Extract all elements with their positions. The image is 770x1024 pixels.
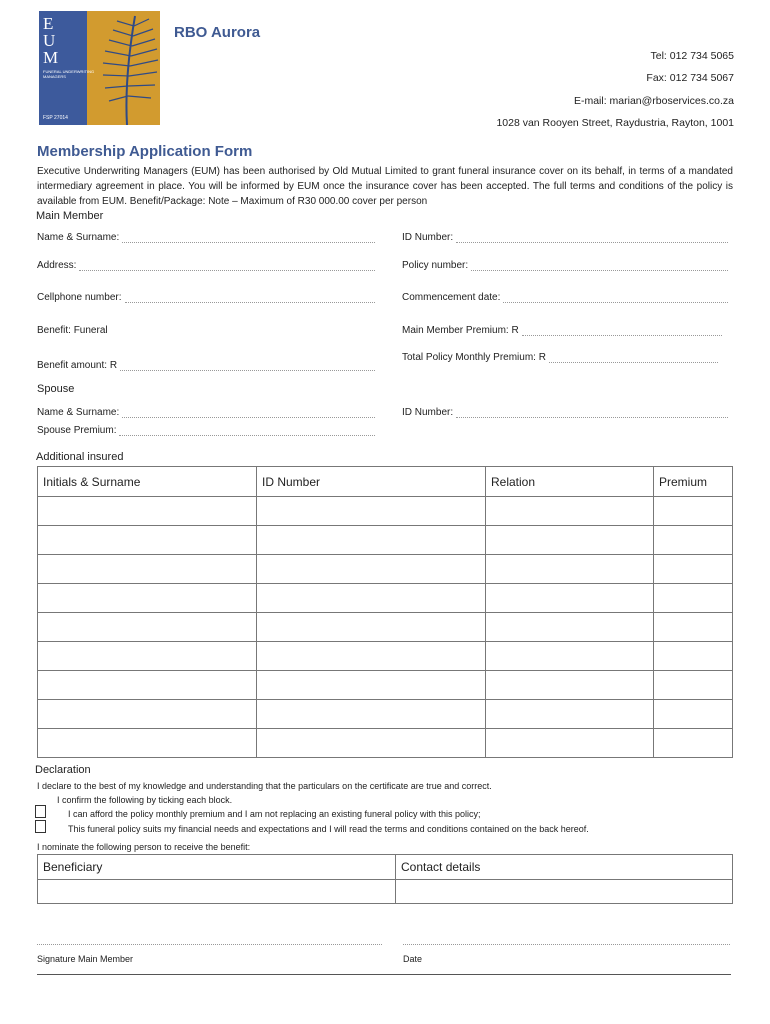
additional-insured-heading: Additional insured (36, 451, 124, 463)
logo-fsp: FSP 27014 (43, 115, 68, 121)
policy-number-field[interactable] (402, 260, 728, 271)
benefit-label: Benefit: Funeral (37, 325, 108, 336)
additional-insured-table (37, 466, 733, 758)
cellphone-field[interactable] (37, 292, 375, 303)
email-line: E-mail: marian@rboservices.co.za (573, 95, 734, 107)
form-title: Membership Application Form (37, 143, 253, 160)
beneficiary-col: Beneficiary (38, 855, 396, 880)
table-row[interactable] (38, 642, 733, 671)
col-id-number: ID Number (257, 467, 486, 497)
table-row[interactable] (38, 671, 733, 700)
col-premium: Premium (654, 467, 733, 497)
declaration-item-1: I can afford the policy monthly premium and I am not replacing an existing funeral policy with this policy; (68, 809, 481, 819)
spouse-name-field[interactable] (37, 407, 375, 418)
cellphone-label: Cellphone number: (37, 292, 122, 303)
signature-line[interactable] (37, 943, 382, 945)
logo-subtitle: FUNERAL UNDERWRITING MANAGERS (43, 69, 95, 79)
benefit-amount-field[interactable] (37, 360, 375, 371)
suitability-checkbox[interactable] (35, 820, 46, 833)
total-premium-field[interactable] (402, 352, 718, 363)
col-relation: Relation (486, 467, 654, 497)
date-line[interactable] (403, 943, 730, 945)
beneficiary-table (37, 854, 733, 904)
fern-icon (87, 11, 160, 125)
main-member-heading: Main Member (36, 210, 104, 222)
table-row[interactable] (38, 526, 733, 555)
eum-logo (39, 11, 160, 125)
address-field[interactable] (37, 260, 375, 271)
main-name-label: Name & Surname: (37, 232, 120, 243)
date-label: Date (403, 954, 423, 964)
spouse-id-field[interactable] (402, 407, 728, 418)
declaration-line-1: I declare to the best of my knowledge and understanding that the particulars on the certificate are true and correct. (37, 781, 492, 791)
spouse-id-label: ID Number: (402, 407, 454, 418)
spouse-premium-field[interactable] (37, 425, 375, 436)
table-row[interactable] (38, 613, 733, 642)
main-premium-field[interactable] (402, 325, 722, 336)
org-name: RBO Aurora (174, 24, 261, 41)
main-name-field[interactable] (37, 232, 375, 243)
benefit-amount-label: Benefit amount: R (37, 360, 118, 371)
logo-letters: E U M (43, 14, 59, 67)
commencement-label: Commencement date: (402, 292, 501, 303)
main-id-field[interactable] (402, 232, 728, 243)
declaration-item-2: This funeral policy suits my financial needs and expectations and I will read the terms and conditions contained on the back hereof. (68, 824, 589, 834)
spouse-premium-label: Spouse Premium: (37, 425, 117, 436)
table-row[interactable] (38, 729, 733, 758)
fax-line: Fax: 012 734 5067 (646, 72, 734, 84)
tel-line: Tel: 012 734 5065 (650, 50, 734, 62)
spouse-heading: Spouse (37, 383, 75, 395)
commencement-field[interactable] (402, 292, 728, 303)
table-row[interactable] (38, 584, 733, 613)
col-initials-surname: Initials & Surname (38, 467, 257, 497)
table-row[interactable] (38, 497, 733, 526)
table-header-row (38, 467, 733, 497)
table-row[interactable] (38, 555, 733, 584)
beneficiary-header-row (38, 855, 733, 880)
address-label: Address: (37, 260, 77, 271)
footer-rule (37, 974, 731, 975)
declaration-heading: Declaration (35, 764, 91, 776)
declaration-line-2: I confirm the following by ticking each block. (57, 795, 233, 805)
signature-label: Signature Main Member (37, 954, 134, 964)
spouse-name-label: Name & Surname: (37, 407, 120, 418)
logo-fern-panel (87, 11, 160, 125)
total-premium-label: Total Policy Monthly Premium: R (402, 352, 546, 363)
contact-details-col: Contact details (396, 855, 733, 880)
affordability-checkbox[interactable] (35, 805, 46, 818)
address-line: 1028 van Rooyen Street, Raydustria, Rayton, 1001 (496, 117, 734, 129)
policy-number-label: Policy number: (402, 260, 469, 271)
beneficiary-row[interactable] (38, 880, 733, 904)
main-id-label: ID Number: (402, 232, 454, 243)
table-row[interactable] (38, 700, 733, 729)
intro-text: Executive Underwriting Managers (EUM) has been authorised by Old Mutual Limited to grant funeral insurance cover on its behalf, in terms of a mandated intermediary agreement in place. You will be informed by EUM once the insurance cover has been accepted. The full terms and conditions of the policy is available from EUM. Benefit/Package: Note – Maximum of R30 000.00 cover per person (37, 166, 733, 207)
nominate-text: I nominate the following person to receive the benefit: (37, 842, 251, 852)
main-premium-label: Main Member Premium: R (402, 325, 519, 336)
